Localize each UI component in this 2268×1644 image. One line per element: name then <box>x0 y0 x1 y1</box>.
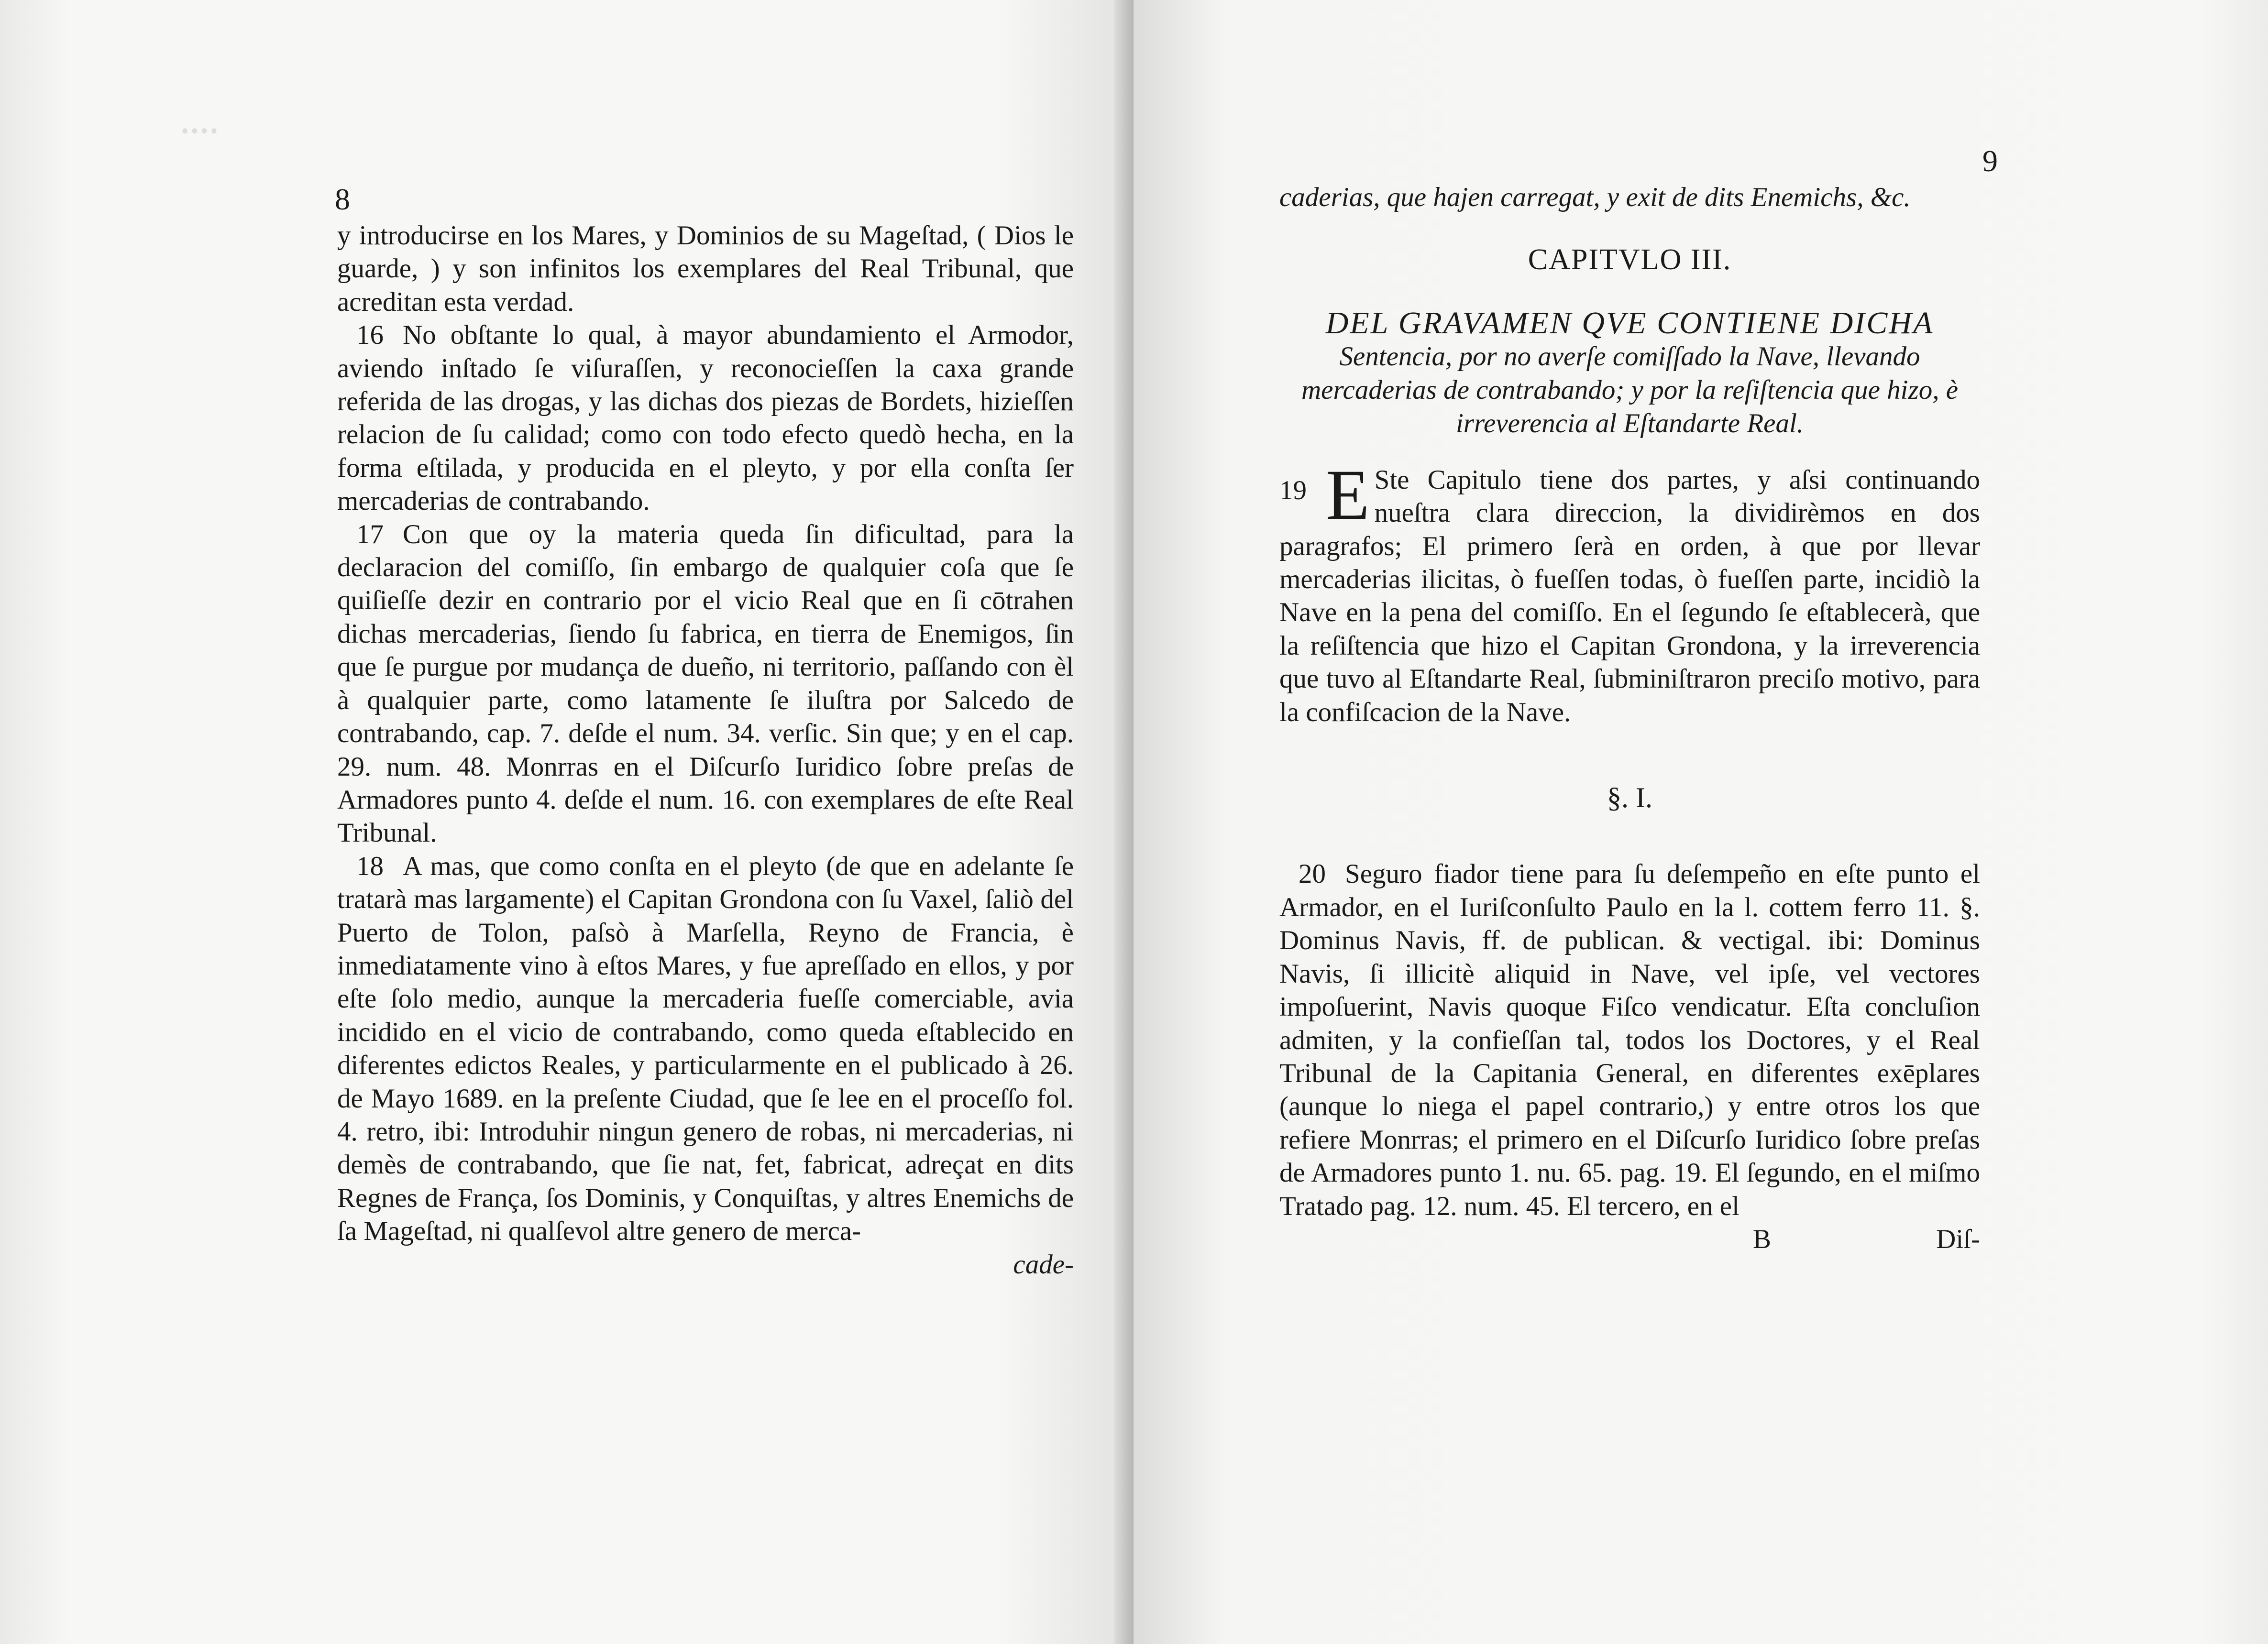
paragraph-20 <box>1279 857 1980 1222</box>
signature-mark: B <box>1753 1224 1772 1254</box>
paragraph-19 <box>1279 455 1980 729</box>
left-text-column <box>337 219 1074 1281</box>
continuation-line: caderias, que hajen carregat, y exit de dits Enemichs, &c. <box>1279 182 1911 212</box>
paragraph-number: 16 <box>356 320 384 351</box>
drop-cap-letter: E <box>1326 455 1370 535</box>
paragraph-number: 18 <box>356 851 384 881</box>
paragraph-16 <box>337 318 1074 517</box>
paragraph-text: Con que oy la materia queda ſin dificultad, para la declaracion del comiſſo, ſin embargo de qualquier coſa que ſe quiſieſſe dezir en contrario por el vicio Real que en ſi cōtrahen dichas mercaderias, ſiendo ſu fabrica, en tierra de Enemigos, ſin que ſe purgue por mudança de dueño, ni territorio, paſſando con èl à qualquier parte, como latamente ſe iluſtra por Salcedo de contrabando, cap. 7. deſde el num. 34. verſic. Sin que; y en el cap. 29. num. 48. Monrras en el Diſcurſo Iuridico ſobre preſas de Armadores punto 4. deſde el num. 16. con exemplares de eſte Real Tribunal. <box>337 519 1074 848</box>
catchword-left: cade- <box>1013 1249 1074 1280</box>
paragraph-text: A mas, que como conſta en el pleyto (de que en adelante ſe tratarà mas largamente) el Capitan Grondona con ſu Vaxel, ſaliò del Puerto de Tolon, paſsò à Marſella, Reyno de Francia, è inmediatamente vino à eſtos Mares, y fue apreſſado en ellos, y por eſte ſolo medio, aunque la mercaderia fueſſe comerciable, avia incidido en el vicio de contrabando, como queda eſtablecido en diferentes edictos Reales, y particularmente en el publicado à 26. de Mayo 1689. en la preſente Ciudad, que ſe lee en el proceſſo fol. 4. retro, ibi: Introduhir ningun genero de robas, ni mercaderias, ni demès de contrabando, que ſie nat, fet, fabricat, adreçat en dits Regnes de França, ſos Dominis, y Conquiſtas, y altres Enemichs de ſa Mageſtad, ni qualſevol altre genero de merca- <box>337 851 1074 1247</box>
paragraph-text: No obſtante lo qual, à mayor abundamiento el Armodor, aviendo inſtado ſe viſuraſſen, y reconocieſſen la caxa grande referida de las drogas, y las dichas dos piezas de Bordets, hizieſſen relacion de ſu calidad; como con todo efecto quedò hecha, en la forma eſtilada, y producida en el pleyto, y por ella conſta ſer mercaderias de contrabando. <box>337 320 1074 516</box>
paragraph-number: 17 <box>356 519 384 549</box>
paragraph-text: Ste Capitulo tiene dos partes, y aſsi continuando nueſtra clara direccion, la dividirèmos en dos paragrafos; El primero ſerà en orden, à que por llevar mercaderias ilicitas, ò fueſſen todas, ò fueſſen parte, incidiò la Nave en la pena del comiſſo. En el ſegundo ſe eſtablecerà, que la reſiſtencia que hizo el Capitan Grondona, y la irreverencia que tuvo al Eſtandarte Real, ſubminiſtraron preciſo motivo, para la confiſcacion de la Nave. <box>1279 464 1980 727</box>
chapter-heading-rest: Sentencia, por no averſe comiſſado la Nave, llevando mercaderias de contrabando; y por la reſiſtencia que hizo, è irreverencia al Eſtandarte Real. <box>1301 341 1958 438</box>
chapter-heading <box>1279 307 1980 440</box>
page-number-left: 8 <box>335 182 350 216</box>
bleed-through-mark: ᠁ <box>172 113 217 155</box>
catchword-right: Diſ- <box>1936 1224 1980 1254</box>
page-number-right: 9 <box>1982 144 1998 178</box>
chapter-heading-line1: DEL GRAVAMEN QVE CONTIENE DICHA <box>1325 305 1934 340</box>
paragraph-17 <box>337 518 1074 850</box>
section-mark: §. I. <box>1607 782 1652 814</box>
paragraph-text: y introducirse en los Mares, y Dominios de su Mageſtad, ( Dios le guarde, ) y son infinitos los exemplares del Real Tribunal, que acreditan esta verdad. <box>337 220 1074 317</box>
paragraph-continuation <box>337 219 1074 318</box>
paragraph-number: 20 <box>1299 859 1326 889</box>
chapter-title: CAPITVLO III. <box>1528 243 1732 276</box>
signature-line <box>1279 1223 1980 1256</box>
right-text-column <box>1279 181 1980 1256</box>
paragraph-number: 19 <box>1279 475 1307 505</box>
paragraph-text: Seguro fiador tiene para ſu deſempeño en eſte punto el Armador, en el Iuriſconſulto Paulo en la l. cottem ferro 11. §. Dominus Navis, ff. de publican. & vectigal. ibi: Dominus Navis, ſi illicitè aliquid in Nave, vel ipſe, vel vectores impoſuerint, Navis quoque Fiſco vendicatur. Eſta concluſion admiten, y la confieſſan tal, todos los Doctores, y el Real Tribunal de la Capitania General, en diferentes exēplares (aunque lo niega el papel contrario,) y entre otros los que refiere Monrras; el primero en el Diſcurſo Iuridico ſobre preſas de Armadores punto 1. nu. 65. pag. 19. El ſegundo, en el miſmo Tratado pag. 12. num. 45. El tercero, en el <box>1279 859 1980 1221</box>
paragraph-18 <box>337 850 1074 1248</box>
